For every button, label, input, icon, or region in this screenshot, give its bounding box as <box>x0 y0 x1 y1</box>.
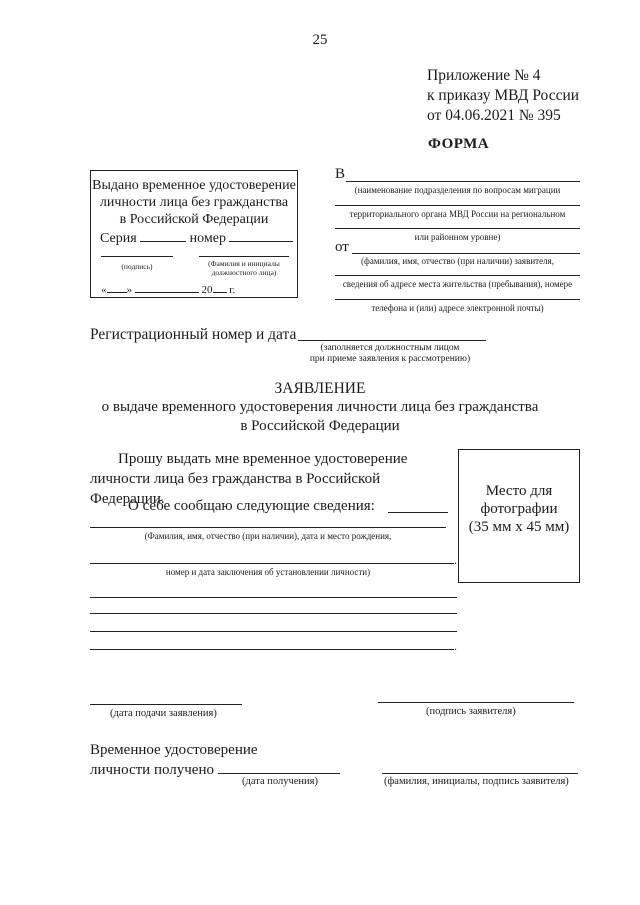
statement-subtitle-line-2: в Российской Федерации <box>240 418 400 434</box>
appendix-line-3: от 04.06.2021 № 395 <box>427 107 561 124</box>
date-quote-open: « <box>101 284 107 296</box>
official-signature-line[interactable] <box>101 256 173 257</box>
applicant-line-3[interactable] <box>335 299 580 300</box>
series-number-row <box>100 229 293 247</box>
applicant-caption-2: сведения об адресе места жительства (пребывания), номере <box>342 279 573 289</box>
registration-label: Регистрационный номер и дата <box>90 326 297 343</box>
applicant-caption-3: телефона и (или) адресе электронной почты) <box>371 303 544 313</box>
extra-line-1[interactable] <box>90 597 457 598</box>
identity-caption: номер и дата заключения об установлении личности) <box>165 567 371 577</box>
line-2-period: . <box>454 553 457 567</box>
personal-data-caption: (Фамилия, имя, отчество (при наличии), дата и место рождения, <box>144 531 392 541</box>
request-paragraph <box>90 449 452 469</box>
number-field[interactable] <box>229 229 293 242</box>
info-paragraph <box>90 496 452 516</box>
official-name-caption-l1: (Фамилия и инициалы <box>208 259 280 268</box>
date-quote-close: » <box>126 284 132 296</box>
photo-text <box>459 482 579 536</box>
department-caption-1: (наименование подразделения по вопросам миграции <box>354 185 561 195</box>
statement-title: ЗАЯВЛЕНИЕ <box>274 380 366 397</box>
info-label: О себе сообщаю следующие сведения: <box>128 498 375 514</box>
official-name-caption-l2: должностного лица) <box>211 268 277 277</box>
year-suffix: г. <box>229 284 236 296</box>
number-label: номер <box>189 231 226 246</box>
addressee-to-label: В <box>335 166 346 182</box>
received-date-line[interactable] <box>218 773 340 774</box>
appendix-line-2: к приказу МВД России <box>427 87 580 104</box>
received-signature-line[interactable] <box>382 773 578 774</box>
extra-line-4[interactable] <box>90 649 454 650</box>
series-field[interactable] <box>140 229 186 242</box>
issued-title-line-2: личности лица без гражданства <box>99 195 289 210</box>
signature-caption: (подпись) <box>121 262 153 271</box>
applicant-from-label: от <box>335 239 349 255</box>
received-label <box>90 740 258 780</box>
statement-subtitle <box>80 398 560 436</box>
applicant-signature-caption: (подпись заявителя) <box>426 706 516 717</box>
photo-text-line-3: (35 мм х 45 мм) <box>468 519 570 535</box>
received-label-line-1: Временное удостоверение <box>90 742 258 758</box>
issued-title-line-3: в Российской Федерации <box>119 212 269 227</box>
received-signature-caption: (фамилия, инициалы, подпись заявителя) <box>384 776 569 787</box>
received-date-caption: (дата получения) <box>242 776 318 787</box>
photo-text-line-1: Место для <box>485 483 553 499</box>
department-line-2[interactable] <box>335 205 580 206</box>
extra-line-2[interactable] <box>90 613 457 614</box>
appendix-line-1: Приложение № 4 <box>427 67 541 84</box>
photo-placeholder <box>458 449 580 583</box>
issued-certificate-box <box>90 170 298 298</box>
applicant-line-1[interactable] <box>352 253 580 254</box>
official-name-caption <box>191 259 297 277</box>
registration-caption-1: (заполняется должностным лицом <box>320 343 460 353</box>
request-line-1: Прошу выдать мне временное удостоверение <box>118 451 408 467</box>
received-label-line-2: личности получено <box>90 762 214 778</box>
application-date-line[interactable] <box>90 704 242 705</box>
form-label: ФОРМА <box>428 136 490 152</box>
request-paragraph-line-2: личности лица без гражданства в Российской Федерации. <box>90 471 381 507</box>
issue-month-field[interactable] <box>135 283 199 293</box>
department-line-1[interactable] <box>346 181 580 182</box>
page-number: 25 <box>312 32 328 48</box>
issued-title-line-1: Выдано временное удостоверение <box>92 178 296 193</box>
applicant-caption-1: (фамилия, имя, отчество (при наличии) заявителя, <box>361 256 554 266</box>
issue-year-field[interactable] <box>213 283 227 293</box>
applicant-signature-line[interactable] <box>378 702 574 703</box>
official-name-line[interactable] <box>199 256 289 257</box>
issued-box-title <box>91 177 297 228</box>
series-label: Серия <box>100 231 137 246</box>
personal-data-line-1[interactable] <box>90 527 446 528</box>
line-4-period: . <box>454 639 457 653</box>
photo-text-line-2: фотографии <box>480 501 558 517</box>
statement-subtitle-line-1: о выдаче временного удостоверения личности лица без гражданства <box>101 399 539 415</box>
registration-caption-2: при приеме заявления к рассмотрению) <box>309 354 471 364</box>
issue-date-row <box>101 283 235 296</box>
issue-day-field[interactable] <box>107 283 127 293</box>
department-caption-3: или районном уровне) <box>414 232 501 242</box>
extra-line-3[interactable] <box>90 631 457 632</box>
registration-field[interactable] <box>298 340 486 341</box>
department-line-3[interactable] <box>335 228 580 229</box>
application-date-caption: (дата подачи заявления) <box>110 708 217 719</box>
info-field-start[interactable] <box>388 512 448 513</box>
applicant-line-2[interactable] <box>335 275 580 276</box>
appendix-header <box>427 66 579 126</box>
department-caption-2: территориального органа МВД России на региональном <box>349 209 566 219</box>
personal-data-line-2[interactable] <box>90 563 454 564</box>
year-prefix: 20 <box>201 284 213 296</box>
